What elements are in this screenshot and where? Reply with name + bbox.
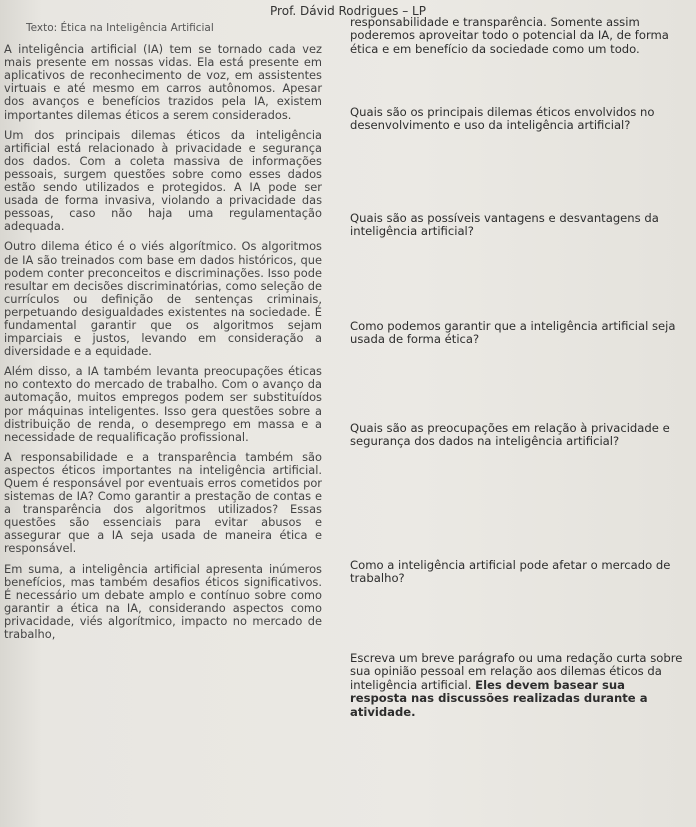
text-title: Texto: Ética na Inteligência Artificial: [26, 22, 214, 34]
question-1: Quais são os principais dilemas éticos envolvidos no desenvolvimento e uso da inteligência artificial?: [350, 105, 655, 133]
paragraph-conclusion: Em suma, a inteligência artificial apresenta inúmeros benefícios, mas também desafios éticos significativos. É necessário um debate amplo e contínuo sobre como garantir a ética na IA, considerando aspectos como privacidade, viés algorítmico, impacto no mercado de trabalho,: [4, 561, 322, 642]
writing-task: [350, 652, 686, 719]
question-5: Como a inteligência artificial pode afetar o mercado de trabalho?: [350, 558, 671, 586]
writing-task-instruction: Eles devem basear sua resposta nas discussões realizadas durante a atividade.: [350, 677, 648, 719]
paragraph-bias: Outro dilema ético é o viés algorítmico. Os algoritmos de IA são treinados com base em dados históricos, que podem conter preconceitos e discriminações. Isso pode resultar em decisões discriminatórias, como seleção de currículos ou definição de sentenças criminais, perpetuando desigualdades existentes na sociedade. É fundamental garantir que os algoritmos sejam imparciais e justos, levando em consideração a diversidade e a equidade.: [4, 239, 322, 359]
text-continuation: responsabilidade e transparência. Somente assim poderemos aproveitar todo o potencial da IA, de forma ética e em benefício da sociedade como um todo.: [350, 15, 669, 56]
paragraph-intro: A inteligência artificial (IA) tem se tornado cada vez mais presente em nossas vidas. Ela está presente em aplicativos de reconhecimento de voz, em assistentes virtuais e até mesmo em carros autônomos. Apesar dos avanços e benefícios trazidos pela IA, existem importantes dilemas éticos a serem considerados.: [4, 42, 322, 122]
paragraph-responsibility: A responsabilidade e a transparência também são aspectos éticos importantes na inteligência artificial. Quem é responsável por eventuais erros cometidos por sistemas de IA? Como garantir a prestação de contas e a transparência dos algoritmos utilizados? Essas questões são essenciais para evitar abusos e assegurar que a IA seja usada de maneira ética e responsável.: [4, 449, 322, 556]
question-3: Como podemos garantir que a inteligência artificial seja usada de forma ética?: [350, 319, 676, 347]
paragraph-jobs: Além disso, a IA também levanta preocupações éticas no contexto do mercado de trabalho. Com o avanço da automação, muitos empregos podem ser substituídos por máquinas inteligentes. Isso gera questões sobre a distribuição de renda, o desemprego em massa e a necessidade de requalificação profissional.: [4, 364, 322, 444]
question-4: Quais são as preocupações em relação à privacidade e segurança dos dados na inteligência artificial?: [350, 421, 670, 449]
writing-task-text: Escreva um breve parágrafo ou uma redação curta sobre sua opinião pessoal em relação aos dilemas éticos da inteligência artificial.: [350, 651, 683, 692]
paragraph-privacy: Um dos principais dilemas éticos da inteligência artificial está relacionado à privacidade e segurança dos dados. Com a coleta massiva de informações pessoais, surgem questões sobre como esses dados estão sendo utilizados e protegidos. A IA pode ser usada de forma invasiva, violando a privacidade das pessoas, caso não haja uma regulamentação adequada.: [4, 127, 322, 234]
question-2: Quais são as possíveis vantagens e desvantagens da inteligência artificial?: [350, 211, 659, 239]
teacher-header: Prof. Dávid Rodrigues – LP: [270, 4, 426, 18]
text-column: [4, 22, 322, 648]
